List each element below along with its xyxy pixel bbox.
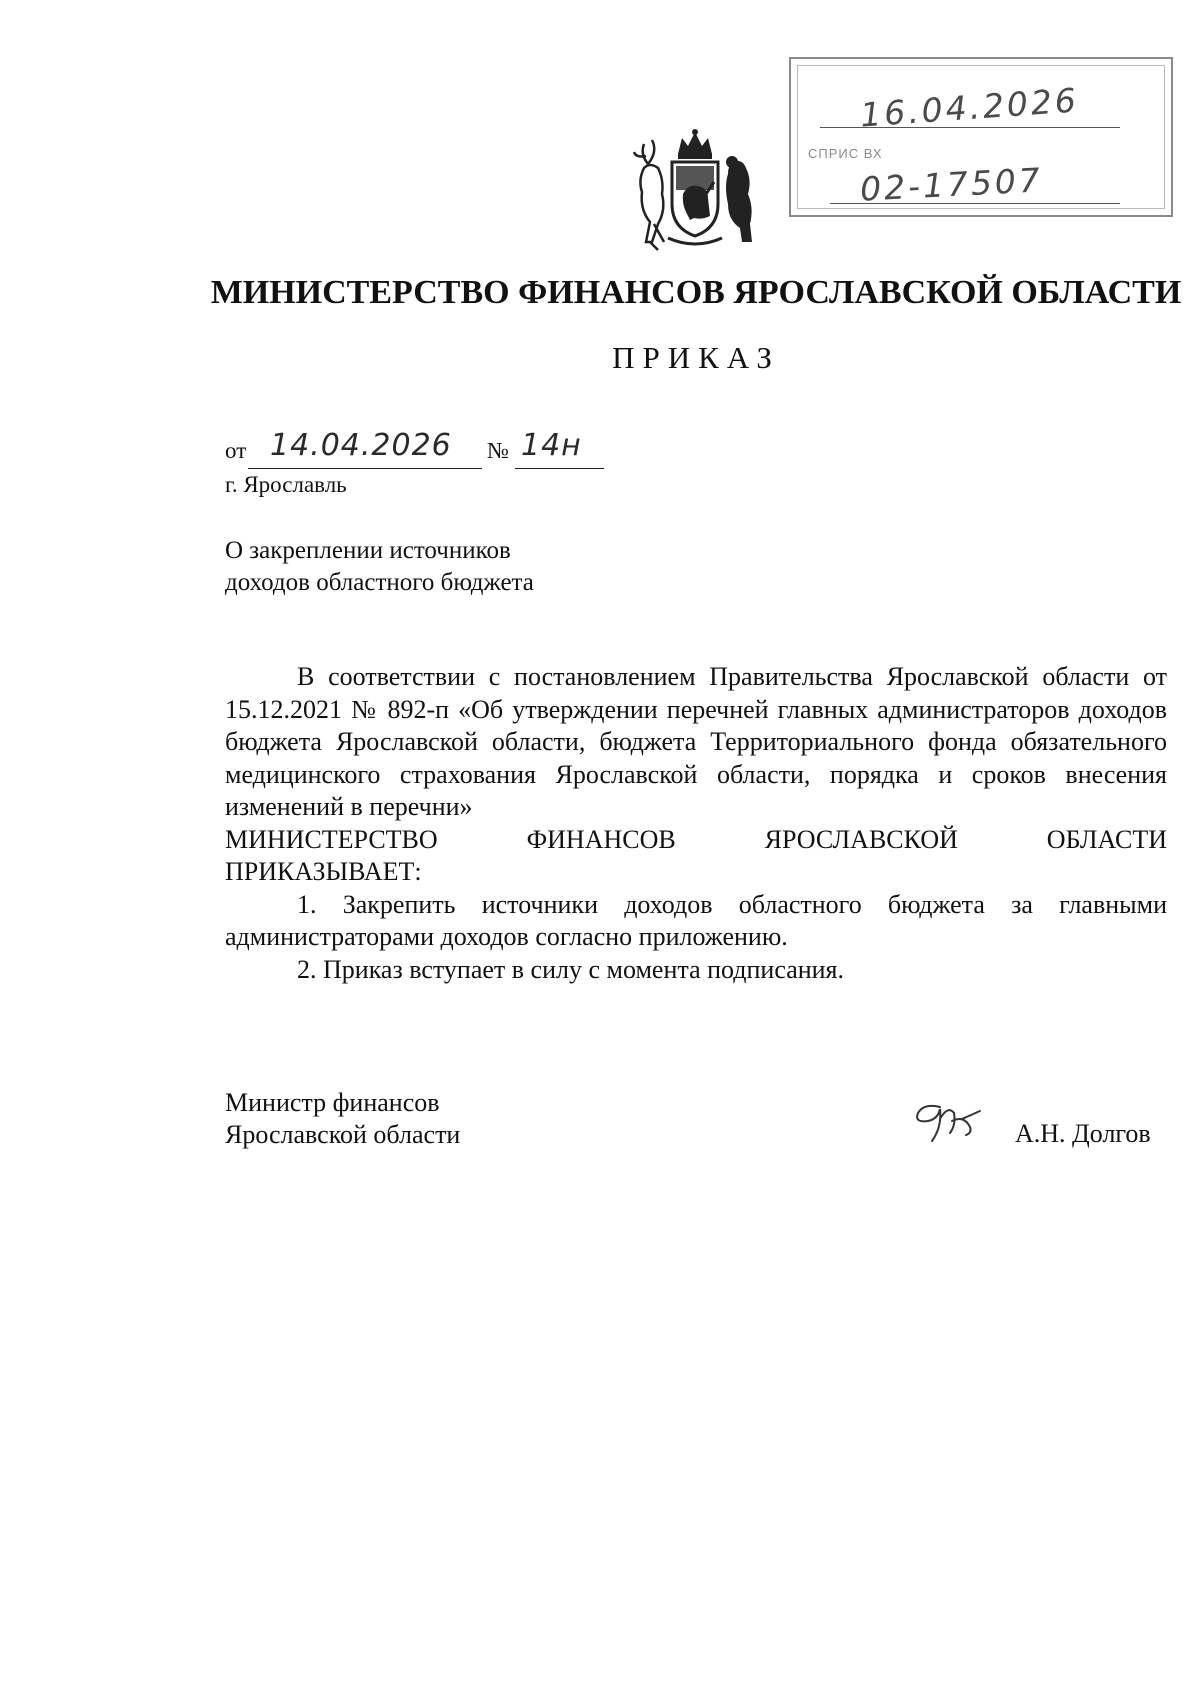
signatory-name: А.Н. Долгов [1015,1119,1151,1148]
ministry-title: МИНИСТЕРСТВО ФИНАНСОВ ЯРОСЛАВСКОЙ ОБЛАСТИ [210,274,1182,311]
orders-word-3: ЯРОСЛАВСКОЙ [764,824,958,854]
number-label: № [487,438,509,463]
orders-verb: ПРИКАЗЫВАЕТ: [225,857,422,886]
signatory-position [225,1087,460,1151]
orders-word-1: МИНИСТЕРСТВО [225,824,438,854]
number-underline [515,468,604,469]
handwritten-signature-icon [910,1097,986,1149]
orders-word-2: ФИНАНСОВ [526,824,676,854]
order-title: ПРИКАЗ [612,340,780,375]
coat-of-arms-icon [628,124,762,254]
stamp-date: 16.04.2026 [858,80,1081,135]
preamble: В соответствии с постановлением Правительства Ярославской области от 15.12.2021 № 892-п «Об утверждении перечней главных администраторов доходов бюджета Ярославской области, бюджета Территориального фонда обязательного медицинского страхования Ярославской области, порядка и сроков внесения изменений в перечни» [225,662,1167,821]
date-label: от [225,438,247,463]
order-number: 14н [521,428,582,463]
order-item-1: 1. Закрепить источники доходов областного бюджета за главными администраторами доходов согласно приложению. [225,889,1167,951]
order-item-2: 2. Приказ вступает в силу с момента подписания. [297,954,845,984]
order-date: 14.04.2026 [270,428,452,463]
stamp-reg-number: 02-17507 [859,160,1044,209]
stamp-label: СПРИС ВХ [808,146,883,161]
order-subject [225,535,534,599]
order-body [225,661,1167,986]
subject-line-1: О закреплении источников [225,537,511,564]
stamp-number-line [830,203,1120,204]
date-underline [248,468,482,469]
position-line-1: Министр финансов [225,1088,440,1117]
orders-line [225,824,1167,857]
position-line-2: Ярославской области [225,1120,461,1149]
orders-word-4: ОБЛАСТИ [1046,824,1167,854]
city: г. Ярославль [225,472,347,497]
subject-line-2: доходов областного бюджета [225,569,534,596]
stamp-date-line [820,127,1120,128]
